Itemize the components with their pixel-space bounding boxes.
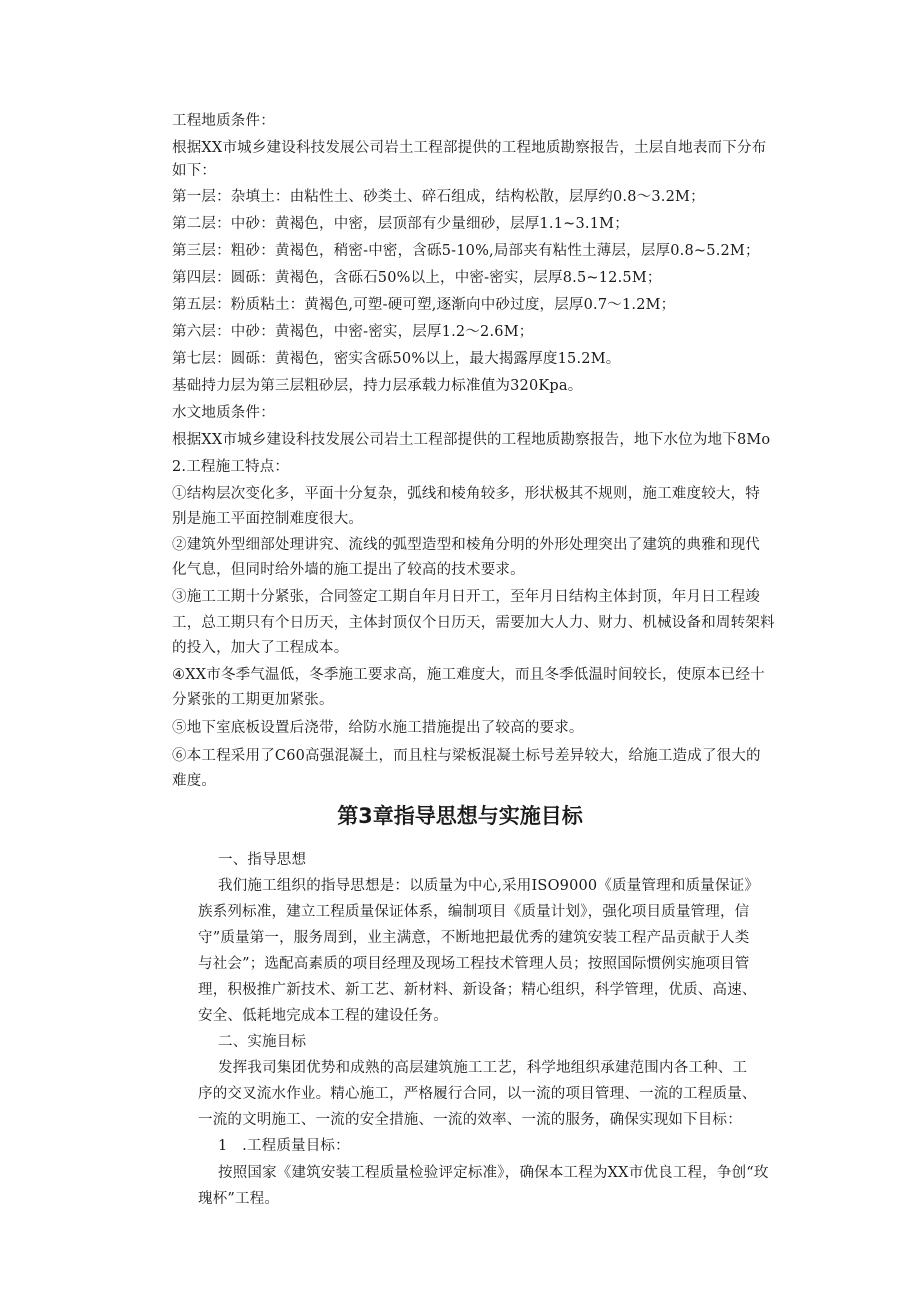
paragraph-line: 一流的文明施工、一流的安全措施、一流的效率、一流的服务，确保实现如下目标： xyxy=(198,1112,742,1128)
paragraph-line: 瑰杯”工程。 xyxy=(198,1191,280,1207)
paragraph-line: 根据XX市城乡建设科技发展公司岩土工程部提供的工程地质勘察报告，土层自地表而下分布 xyxy=(172,140,767,156)
paragraph-line: 发挥我司集团优势和成熟的高层建筑施工工艺，科学地组织承建范围内各工种、工 xyxy=(218,1060,748,1076)
paragraph-line: 族系列标准，建立工程质量保证体系，编制项目《质量计划》，强化项目质量管理，信 xyxy=(198,904,750,920)
paragraph-line: 根据XX市城乡建设科技发展公司岩土工程部提供的工程地质勘察报告，地下水位为地下8Mo xyxy=(172,432,771,448)
paragraph-line: 按照国家《建筑安装工程质量检验评定标准》，确保本工程为XX市优良工程，争创“玫 xyxy=(218,1165,769,1181)
feature-1-line: ①结构层次变化多，平面十分复杂，弧线和棱角较多，形状极其不规则，施工难度较大，特 xyxy=(172,486,760,502)
layer-6-line: 第六层：中砂：黄褐色，中密-密实，层厚1.2～2.6M； xyxy=(172,324,534,340)
heading-engineering-geology: 工程地质条件： xyxy=(172,113,275,129)
paragraph-line: 理，积极推广新技术、新工艺、新材料、新设备；精心组织，科学管理，优质、高速、 xyxy=(198,982,757,998)
feature-6-line: ⑥本工程采用了C60高强混凝土，而且柱与梁板混凝土标号差异较大，给施工造成了很大的 xyxy=(172,748,761,764)
layer-2-line: 第二层：中砂：黄褐色，中密，层顶部有少量细砂，层厚1.1~3.1M； xyxy=(172,216,629,232)
layer-7-line: 第七层：圆砾：黄褐色，密实含砾50%以上，最大揭露厚度15.2M。 xyxy=(172,351,621,367)
paragraph-line: 我们施工组织的指导思想是：以质量为中心,采用ISO9000《质量管理和质量保证》 xyxy=(218,878,760,894)
feature-5-line: ⑤地下室底板设置后浇带，给防水施工措施提出了较高的要求。 xyxy=(172,720,584,736)
feature-1-line: 别是施工平面控制难度很大。 xyxy=(172,511,364,527)
paragraph-line: 与社会”；选配高素质的项目经理及现场工程技术管理人员；按照国际惯例实施项目管 xyxy=(198,956,750,972)
layer-4-line: 第四层：圆砾：黄褐色，含砾石50%以上，中密-密实，层厚8.5~12.5M； xyxy=(172,270,662,286)
paragraph-line: 序的交叉流水作业。精心施工，严格履行合同，以一流的项目管理、一流的工程质量、 xyxy=(198,1086,757,1102)
heading-implementation-goals: 二、实施目标 xyxy=(218,1034,307,1050)
paragraph-line: 安全、低耗地完成本工程的建设任务。 xyxy=(198,1008,448,1024)
layer-3-line: 第三层：粗砂：黄褐色，稍密-中密，含砾5-10%,局部夹有粘性土薄层，层厚0.8~5.2M； xyxy=(172,243,760,259)
paragraph-line: 守”质量第一，服务周到，业主满意，不断地把最优秀的建筑安装工程产品贡献于人类 xyxy=(198,930,750,946)
feature-4-line: ④XX市冬季气温低，冬季施工要求高，施工难度大，而且冬季低温时间较长，使原本已经十 xyxy=(172,667,765,683)
heading-construction-features: 2.工程施工特点： xyxy=(172,459,290,475)
layer-1-line: 第一层：杂填土：由粘性土、砂类土、碎石组成，结构松散，层厚约0.8～3.2M； xyxy=(172,189,705,205)
layer-5-line: 第五层：粉质粘土：黄褐色,可塑-硬可塑,逐渐向中砂过度，层厚0.7～1.2M； xyxy=(172,297,676,313)
feature-3-line: ③施工工期十分紧张，合同签定工期自年月日开工，至年月日结构主体封顶，年月日工程竣 xyxy=(172,589,760,605)
heading-hydrogeology: 水文地质条件： xyxy=(172,405,275,421)
feature-3-line: 工，总工期只有个日历天，主体封顶仅个日历天，需要加大人力、财力、机械设备和周转架料 xyxy=(172,615,775,631)
chapter-title: 第3章指导思想与实施目标 xyxy=(337,804,583,828)
feature-4-line: 分紧张的工期更加紧张。 xyxy=(172,692,334,708)
feature-3-line: 的投入，加大了工程成本。 xyxy=(172,640,349,656)
bearing-layer-line: 基础持力层为第三层粗砂层，持力层承载力标准值为320Kpa。 xyxy=(172,378,583,394)
feature-6-line: 难度。 xyxy=(172,773,217,789)
heading-quality-goal: 1 .工程质量目标： xyxy=(218,1138,350,1154)
feature-2-line: 化气息，但同时给外墙的施工提出了较高的技术要求。 xyxy=(172,562,525,578)
feature-2-line: ②建筑外型细部处理讲究、流线的弧型造型和棱角分明的外形处理突出了建筑的典雅和现代 xyxy=(172,537,760,553)
paragraph-line: 如下： xyxy=(172,163,217,179)
heading-guiding-ideology: 一、指导思想 xyxy=(218,852,307,868)
